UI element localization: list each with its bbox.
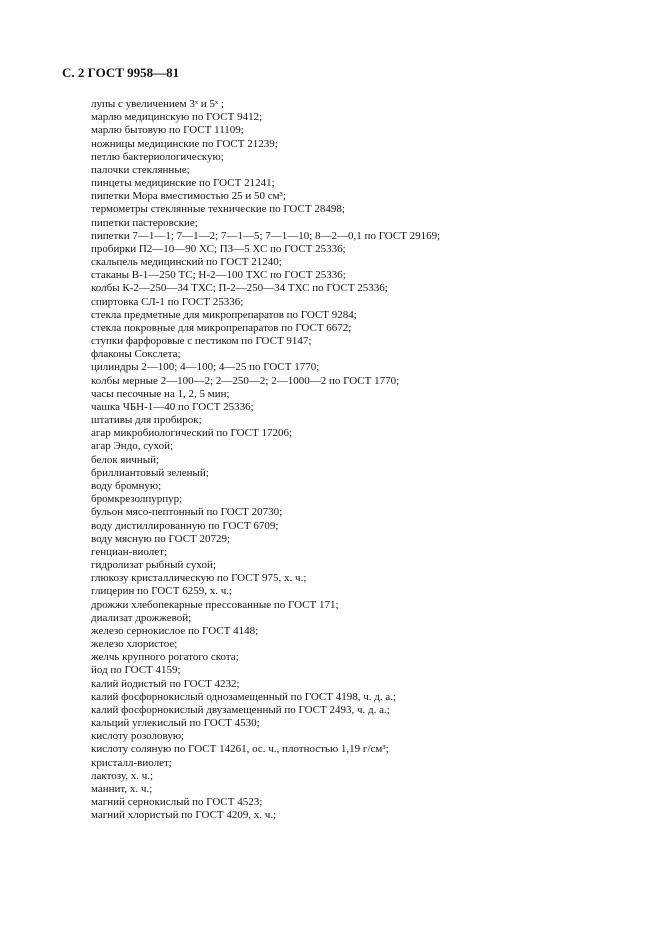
- list-item: ножницы медицинские по ГОСТ 21239;: [91, 137, 278, 150]
- list-item: ступки фарфоровые с пестиком по ГОСТ 9147;: [91, 335, 312, 348]
- list-item: марлю медицинскую по ГОСТ 9412;: [91, 111, 263, 124]
- list-item: пипетки пастеровские;: [91, 216, 198, 229]
- list-item: белок яичный;: [91, 453, 160, 466]
- list-item: пипетки 7—1—1; 7—1—2; 7—1—5; 7—1—10; 8—2—0,1 по ГОСТ 29169;: [91, 229, 441, 242]
- list-item: стекла предметные для микропрепаратов по ГОСТ 9284;: [91, 308, 357, 321]
- list-item: дрожжи хлебопекарные прессованные по ГОСТ 171;: [91, 598, 339, 611]
- list-item: кислоту соляную по ГОСТ 14261, ос. ч., плотностью 1,19 г/см³;: [91, 743, 389, 756]
- list-item: палочки стеклянные;: [91, 163, 190, 176]
- list-item: воду дистиллированную по ГОСТ 6709;: [91, 519, 279, 532]
- list-item: спиртовка СЛ-1 по ГОСТ 25336;: [91, 295, 244, 308]
- list-item: петлю бактериологическую;: [91, 150, 224, 163]
- list-item: магний сернокислый по ГОСТ 4523;: [91, 796, 263, 809]
- list-item: колбы К-2—250—34 ТХС; П-2—250—34 ТХС по ГОСТ 25336;: [91, 282, 388, 295]
- list-item: лупы с увеличением 3ˣ и 5ˣ ;: [91, 98, 224, 110]
- list-item: пипетки Мора вместимостью 25 и 50 см³;: [91, 190, 286, 203]
- list-item: бромкрезолпурпур;: [91, 493, 183, 506]
- list-item: генциан-виолет;: [91, 545, 168, 558]
- list-item: колбы мерные 2—100—2; 2—250—2; 2—1000—2 по ГОСТ 1770;: [91, 374, 400, 387]
- list-item: стаканы В-1—250 ТС; Н-2—100 ТХС по ГОСТ 25336;: [91, 269, 346, 282]
- list-item: йод по ГОСТ 4159;: [91, 664, 181, 677]
- list-item: агар микробиологический по ГОСТ 17206;: [91, 427, 293, 440]
- list-item: диализат дрожжевой;: [91, 611, 192, 624]
- list-item: стекла покровные для микропрепаратов по ГОСТ 6672;: [91, 321, 352, 334]
- list-item: магний хлористый по ГОСТ 4209, х. ч.;: [91, 809, 277, 822]
- list-item: термометры стеклянные технические по ГОСТ 28498;: [91, 203, 345, 216]
- list-item: маннит, х. ч.;: [91, 782, 153, 795]
- list-item: цилиндры 2—100; 4—100; 4—25 по ГОСТ 1770;: [91, 361, 320, 374]
- list-item: гидролизат рыбный сухой;: [91, 559, 216, 572]
- list-item: кислоту розоловую;: [91, 730, 185, 743]
- list-item: калий фосфорнокислый однозамещенный по ГОСТ 4198, ч. д. а.;: [91, 690, 397, 703]
- list-item: кальций углекислый по ГОСТ 4530;: [91, 717, 260, 730]
- list-item: лактозу, х. ч.;: [91, 769, 154, 782]
- list-item: калий йодистый по ГОСТ 4232;: [91, 677, 240, 690]
- list-item: пинцеты медицинские по ГОСТ 21241;: [91, 177, 275, 190]
- reagent-list: [91, 98, 440, 822]
- list-item: агар Эндо, сухой;: [91, 440, 174, 453]
- list-item: марлю бытовую по ГОСТ 11109;: [91, 124, 244, 137]
- list-item: флаконы Сокслета;: [91, 348, 181, 361]
- list-item: пробирки П2—10—90 ХС; ПЗ—5 ХС по ГОСТ 25336;: [91, 242, 346, 255]
- list-item: штативы для пробирок;: [91, 414, 202, 427]
- list-item: калий фосфорнокислый двузамещенный по ГОСТ 2493, ч. д. а.;: [91, 703, 390, 716]
- list-item: воду мясную по ГОСТ 20729;: [91, 532, 231, 545]
- page-header: С. 2 ГОСТ 9958—81: [62, 65, 180, 80]
- list-item: кристалл-виолет;: [91, 756, 172, 769]
- list-item: бриллиантовый зеленый;: [91, 466, 209, 479]
- list-item: скальпель медицинский по ГОСТ 21240;: [91, 256, 282, 269]
- list-item: бульон мясо-пептонный по ГОСТ 20730;: [91, 506, 283, 519]
- list-item: железо хлористое;: [91, 638, 178, 651]
- list-item: железо сернокислое по ГОСТ 4148;: [91, 624, 259, 637]
- list-item: глюкозу кристаллическую по ГОСТ 975, х. ч.;: [91, 572, 307, 585]
- list-item: воду бромную;: [91, 479, 162, 492]
- list-item: чашка ЧБН-1—40 по ГОСТ 25336;: [91, 400, 254, 413]
- list-item: часы песочные на 1, 2, 5 мин;: [91, 387, 230, 400]
- list-item: желчь крупного рогатого скота;: [91, 651, 239, 664]
- list-item: глицерин по ГОСТ 6259, х. ч.;: [91, 585, 233, 598]
